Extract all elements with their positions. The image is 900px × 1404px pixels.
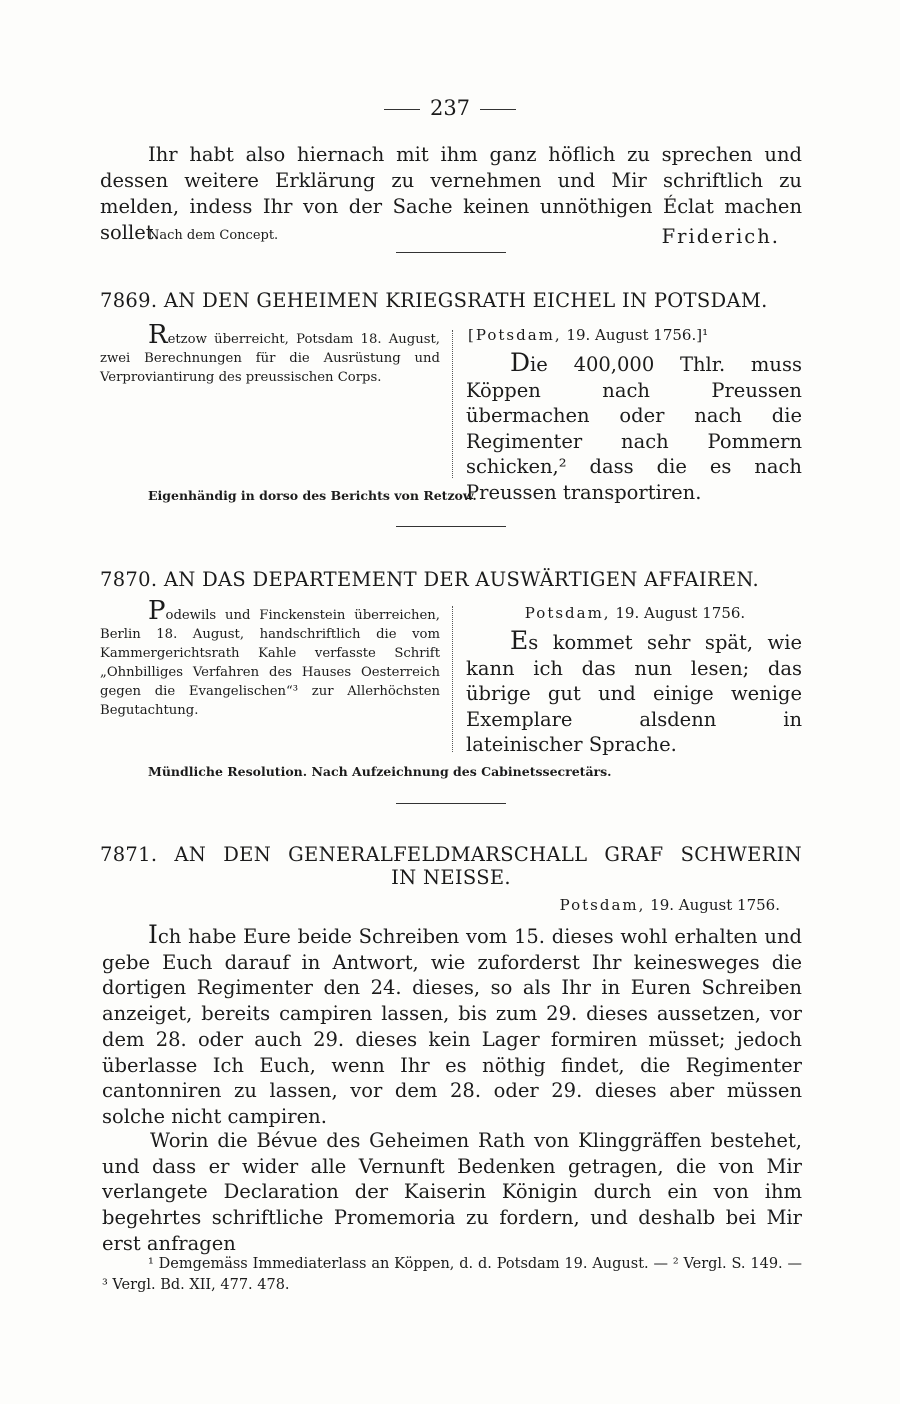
page-number-dash-left: [384, 109, 420, 110]
section-separator: [396, 526, 506, 527]
letter-7869-dateline: [468, 326, 802, 344]
column-divider: [452, 606, 453, 752]
letter-7870-note-text: odewils und Finckenstein überreichen, Berlin 18. August, handschriftlich die vom Kammergerichtsrath Kahle verfasste Schrift „Ohnbilliges Verfahren des Hauses Oesterreich gegen die Evangelischen“³ zur Allerhöchsten Begutachtung.: [100, 608, 440, 718]
letter-7869-note-text: etzow überreicht, Potsdam 18. August, zwei Berechnungen für die Ausrüstung und Verproviantirung des preussischen Corps.: [100, 332, 440, 385]
letter-7871-paragraph-1: [102, 922, 802, 1130]
section-separator: [396, 252, 506, 253]
page-number: [0, 96, 900, 120]
letter-7871-body-initial: I: [148, 920, 158, 949]
letter-7870-body-text: s kommet sehr spät, wie kann ich das nun lesen; das übrige gut und einige wenige Exemplare alsdenn in lateinischer Sprache.: [466, 631, 802, 756]
signature: Friderich.: [661, 225, 780, 248]
letter-7870-source-note: Mündliche Resolution. Nach Aufzeichnung des Cabinetssecretärs.: [148, 764, 612, 779]
intro-source-note: Nach dem Concept.: [148, 228, 279, 243]
letter-7871-dateline: [468, 896, 780, 914]
letter-7870-body: [466, 628, 802, 758]
page-number-text: 237: [429, 96, 471, 120]
intro-paragraph: Ihr habt also hiernach mit ihm ganz höflich zu sprechen und dessen weitere Erklärung zu vernehmen und Mir schriftlich zu melden, indess Ihr von der Sache keinen unnöthigen Éclat machen sollet.: [100, 143, 802, 244]
letter-7870-dateline: [468, 604, 802, 622]
letter-7869-note: [100, 320, 440, 387]
letter-7870-dateline-date: 19. August 1756.: [615, 604, 746, 622]
letter-7871-dateline-date: 19. August 1756.: [650, 896, 780, 914]
letter-7869-body-text: ie 400,000 Thlr. muss Köppen nach Preussen übermachen oder nach die Regimenter nach Pommern schicken,² dass die es nach Preussen transportiren.: [466, 353, 802, 504]
letter-7869-note-initial: R: [148, 320, 168, 350]
letter-7871-heading-line1: 7871. AN DEN GENERALFELDMARSCHALL GRAF SCHWERIN: [100, 843, 802, 866]
footnotes: ¹ Demgemäss Immediaterlass an Köppen, d. d. Potsdam 19. August. — ² Vergl. S. 149. — ³ Vergl. Bd. XII, 477. 478.: [102, 1256, 802, 1293]
page-number-dash-right: [480, 109, 516, 110]
column-divider: [452, 330, 453, 478]
letter-7869-body-initial: D: [510, 348, 531, 377]
letter-7871-paragraph-1-text: ch habe Eure beide Schreiben vom 15. dieses wohl erhalten und gebe Euch darauf in Antwort, wie zuforderst Ihr keinesweges die dortigen Regimenter den 24. dieses, so als Ihr in Euren Schreiben anzeiget, bereits campiren lassen, bis zum 29. dieses aussetzen, vor dem 28. oder auch 29. dieses kein Lager formiren müsset; jedoch überlasse Ich Euch, wenn Ihr es nöthig findet, die Regimenter cantonniren zu lassen, vor dem 28. oder 29. dieses aber müssen solche nicht campiren.: [102, 925, 802, 1128]
letter-7869-heading: 7869. AN DEN GEHEIMEN KRIEGSRATH EICHEL IN POTSDAM.: [100, 289, 768, 312]
letter-7871-dateline-place: Potsdam,: [559, 896, 646, 914]
letter-7870-heading: 7870. AN DAS DEPARTEMENT DER AUSWÄRTIGEN AFFAIREN.: [100, 568, 760, 591]
letter-7869-body: [466, 350, 802, 505]
letter-7870-body-initial: E: [510, 626, 529, 655]
letter-7870-note-initial: P: [148, 596, 166, 626]
letter-7869-dateline-place: [Potsdam,: [468, 326, 562, 344]
letter-7871-paragraph-2: Worin die Bévue des Geheimen Rath von Klinggräffen bestehet, und dass er wider alle Vernunft Bedenken getragen, die von Mir verlangete Declaration der Kaiserin Königin durch ein von ihm begehrtes schriftliche Promemoria zu fordern, und deshalb bei Mir erst anfragen: [102, 1129, 802, 1255]
section-separator: [396, 803, 506, 804]
letter-7869-dateline-date: 19. August 1756.]¹: [566, 326, 709, 344]
letter-7871-heading-line2: IN NEISSE.: [391, 866, 511, 889]
letter-7870-note: [100, 596, 440, 720]
letter-7870-dateline-place: Potsdam,: [524, 604, 611, 622]
letter-7869-source-note: Eigenhändig in dorso des Berichts von Retzow.: [148, 488, 477, 503]
